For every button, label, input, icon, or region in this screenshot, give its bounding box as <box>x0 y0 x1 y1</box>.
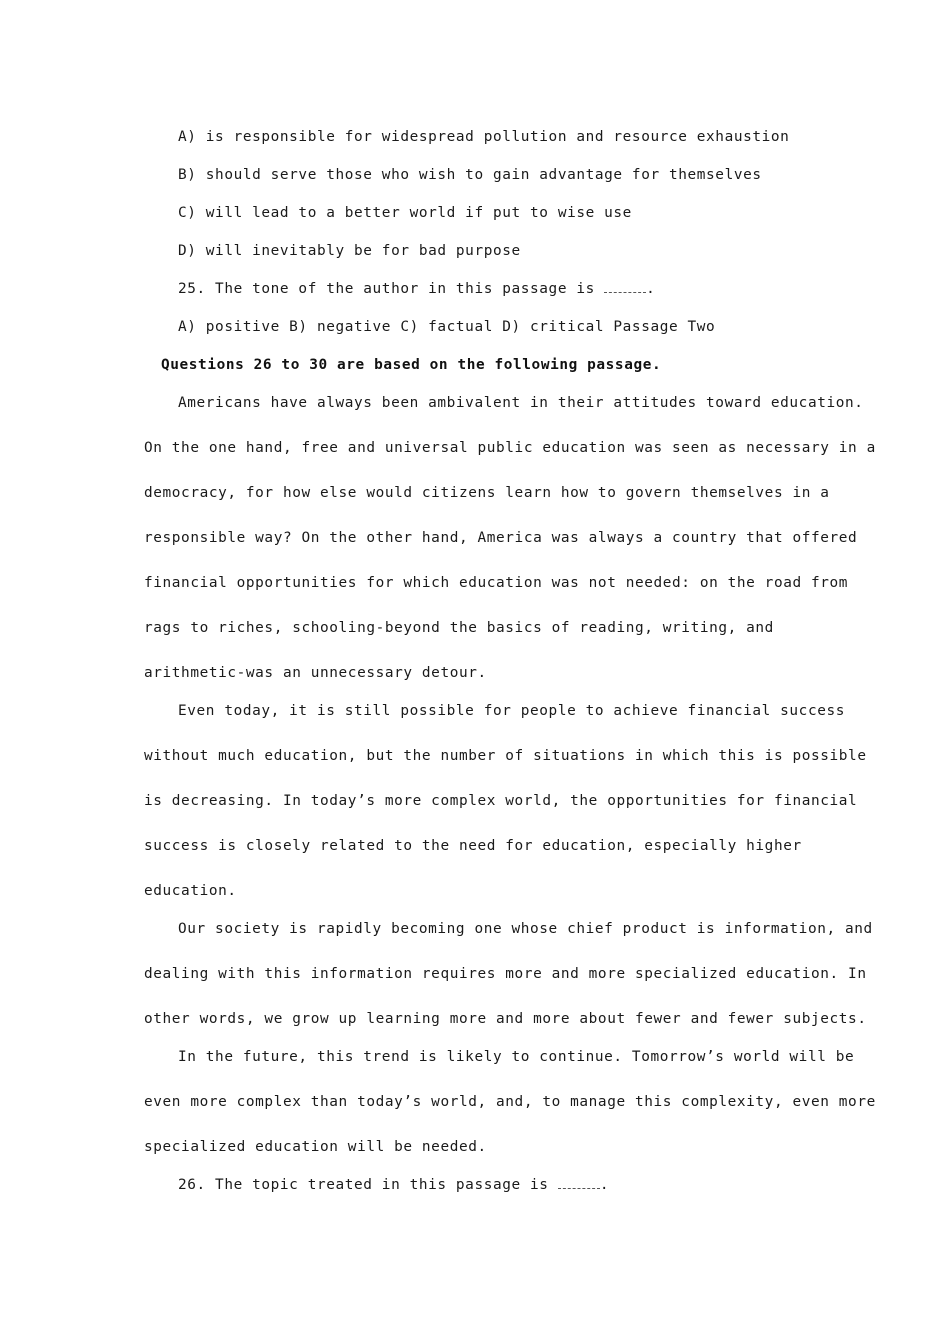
passage-line: success is closely related to the need for education, especially higher <box>144 838 802 854</box>
answer-blank <box>558 1176 600 1189</box>
passage-paragraph-1 <box>144 392 876 700</box>
passage-line: dealing with this information requires more and more specialized education. In <box>144 966 867 982</box>
document-page <box>144 126 876 1212</box>
option-b: B) should serve those who wish to gain advantage for themselves <box>178 167 762 183</box>
question-26-end: . <box>599 1177 610 1193</box>
passage-line: even more complex than today’s world, and, to manage this complexity, even more <box>144 1094 876 1110</box>
passage-line: responsible way? On the other hand, America was always a country that offered <box>144 530 858 546</box>
passage-line: democracy, for how else would citizens learn how to govern themselves in a <box>144 485 830 501</box>
question-26-text: 26. The topic treated in this passage is <box>178 1177 558 1193</box>
passage-line: Even today, it is still possible for people to achieve financial success <box>178 703 845 719</box>
passage-line: Our society is rapidly becoming one whose chief product is information, and <box>178 921 873 937</box>
passage-line: specialized education will be needed. <box>144 1139 487 1155</box>
question-25-end: . <box>646 281 656 297</box>
passage-paragraph-3 <box>144 918 873 1046</box>
passage-line: arithmetic-was an unnecessary detour. <box>144 665 487 681</box>
passage-line: Americans have always been ambivalent in their attitudes toward education. <box>178 395 864 411</box>
passage-line: is decreasing. In today’s more complex world, the opportunities for financial <box>144 793 858 809</box>
passage-line: education. <box>144 883 237 899</box>
question-25-stem <box>144 278 816 316</box>
passage-paragraph-4 <box>144 1046 876 1174</box>
passage-line: In the future, this trend is likely to continue. Tomorrow’s world will be <box>178 1049 855 1065</box>
answer-blank <box>604 280 646 293</box>
question-25-text: 25. The tone of the author in this passage is <box>178 281 605 297</box>
option-a: A) is responsible for widespread pollution and resource exhaustion <box>178 129 790 145</box>
question-26-stem <box>144 1174 816 1212</box>
question-25-options: A) positive B) negative C) factual D) critical Passage Two <box>178 319 716 335</box>
option-c: C) will lead to a better world if put to wise use <box>178 205 632 221</box>
section-heading: Questions 26 to 30 are based on the following passage. <box>161 357 662 373</box>
passage-line: financial opportunities for which education was not needed: on the road from <box>144 575 849 591</box>
passage-line: On the one hand, free and universal public education was seen as necessary in a <box>144 440 876 456</box>
passage-line: rags to riches, schooling-beyond the basics of reading, writing, and <box>144 620 774 636</box>
passage-line: without much education, but the number of situations in which this is possible <box>144 748 867 764</box>
passage-paragraph-2 <box>144 700 867 918</box>
passage-line: other words, we grow up learning more and more about fewer and fewer subjects. <box>144 1011 867 1027</box>
option-d: D) will inevitably be for bad purpose <box>178 243 521 259</box>
